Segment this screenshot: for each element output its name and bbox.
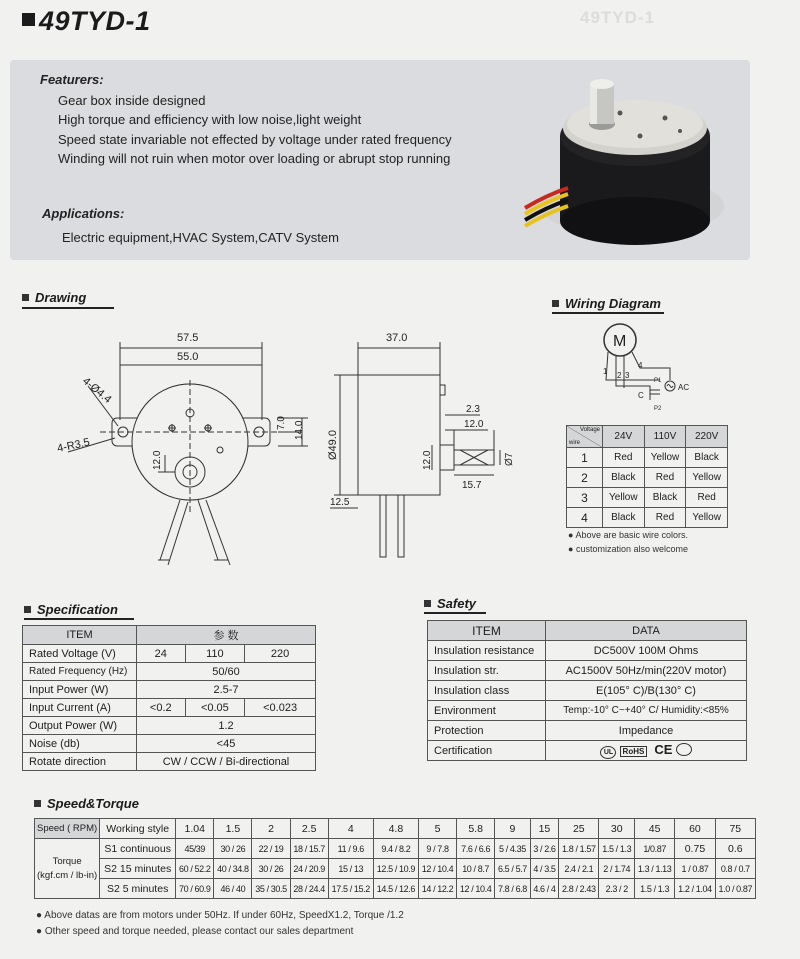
torque-value: 9.4 / 8.2: [373, 839, 418, 859]
safety-value: E(105° C)/B(130° C): [546, 681, 747, 701]
speed-value: 2.5: [290, 819, 328, 839]
dim-7-0: 7.0: [276, 416, 287, 430]
ccc-mark-icon: [676, 743, 692, 756]
torque-value: 22 / 19: [252, 839, 290, 859]
pin-label: 3: [625, 371, 630, 380]
speed-value: 60: [675, 819, 715, 839]
speed-value: 30: [599, 819, 635, 839]
spec-value: 220: [245, 645, 316, 663]
p1-label: P1: [654, 378, 662, 384]
working-style: S2 15 minutes: [100, 859, 176, 879]
torque-value: 1.8 / 1.57: [559, 839, 599, 859]
torque-value: 12 / 10.4: [457, 879, 495, 899]
applications-heading: Applications:: [42, 206, 125, 221]
dim-12-0-left: 12.0: [152, 450, 163, 470]
torque-value: 35 / 30.5: [252, 879, 290, 899]
wiring-schematic: [590, 318, 710, 418]
torque-value: 4 / 3.5: [530, 859, 558, 879]
motor-symbol-label: M: [613, 333, 627, 350]
wire-color: Red: [644, 468, 686, 488]
speed-value: 15: [530, 819, 558, 839]
dim-12-0-top: 12.0: [464, 419, 484, 430]
safety-value: AC1500V 50Hz/min(220V motor): [546, 661, 747, 681]
speed-value: 75: [715, 819, 755, 839]
wire-number: 3: [567, 488, 603, 508]
torque-value: 1.5 / 1.3: [634, 879, 674, 899]
torque-value: 46 / 40: [214, 879, 252, 899]
spec-value: <0.05: [185, 699, 245, 717]
wiring-heading: [552, 296, 661, 311]
torque-value: 1.3 / 1.13: [634, 859, 674, 879]
wire-color: Red: [686, 488, 728, 508]
bullet: [22, 294, 29, 301]
safety-label: Insulation class: [428, 681, 546, 701]
dim-12-0-right: 12.0: [422, 450, 433, 470]
torque-value: 28 / 24.4: [290, 879, 328, 899]
torque-value: 1/0.87: [634, 839, 674, 859]
capacitor-label: C: [638, 391, 644, 400]
speed-value: 1.04: [176, 819, 214, 839]
torque-value: 11 / 9.6: [328, 839, 373, 859]
spec-value: <45: [137, 735, 316, 753]
wiring-corner-cell: [567, 426, 603, 448]
p2-label: P2: [654, 406, 662, 412]
specification-heading-text: Specification: [37, 602, 118, 617]
spec-item-header: ITEM: [23, 626, 137, 645]
feature-line: High torque and efficiency with low noise,light weight: [58, 112, 362, 127]
speed-note-text: Other speed and torque needed, please contact our sales department: [44, 926, 354, 937]
wire-color: Black: [603, 468, 645, 488]
ce-mark-icon: CE: [654, 742, 673, 757]
torque-value: 5 / 4.35: [495, 839, 531, 859]
safety-label: Insulation resistance: [428, 641, 546, 661]
corner-voltage-label: Voltage: [579, 427, 600, 433]
spec-value: <0.023: [245, 699, 316, 717]
torque-value: 2.3 / 2: [599, 879, 635, 899]
torque-value: 7.8 / 6.8: [495, 879, 531, 899]
speed-value: 1.5: [214, 819, 252, 839]
torque-value: 0.75: [675, 839, 715, 859]
torque-value: 70 / 60.9: [176, 879, 214, 899]
motor-photo: [520, 66, 745, 256]
safety-table: [427, 620, 747, 761]
safety-label: Certification: [428, 741, 546, 761]
wiring-note-text: customization also welcome: [575, 544, 688, 554]
drawing-heading-text: Drawing: [35, 290, 87, 305]
page-title: [22, 6, 151, 37]
torque-unit: (kgf.cm / lb-in): [37, 869, 98, 881]
speed-value: 5.8: [457, 819, 495, 839]
wire-number: 1: [567, 448, 603, 468]
pin-label: 2: [617, 371, 622, 380]
bullet: [424, 600, 431, 607]
wiring-note-text: Above are basic wire colors.: [575, 530, 689, 540]
torque-value: 40 / 34.8: [214, 859, 252, 879]
specification-table: [22, 625, 316, 771]
voltage-header: 220V: [686, 426, 728, 448]
wire-number: 2: [567, 468, 603, 488]
spec-label: Noise (db): [23, 735, 137, 753]
torque-value: 14 / 12.2: [418, 879, 456, 899]
torque-value: 6.5 / 5.7: [495, 859, 531, 879]
torque-value: 1.5 / 1.3: [599, 839, 635, 859]
working-style-header: Working style: [100, 819, 176, 839]
dim-4-radius: 4-R3.5: [56, 436, 91, 455]
torque-value: 1.2 / 1.04: [675, 879, 715, 899]
wire-color: Yellow: [686, 508, 728, 528]
torque-value: 4.6 / 4: [530, 879, 558, 899]
ac-label: AC: [678, 383, 690, 392]
torque-value: 14.5 / 12.6: [373, 879, 418, 899]
dim-57-5: 57.5: [177, 332, 199, 344]
speed-note-text: Above datas are from motors under 50Hz. If under 60Hz, SpeedX1.2, Torque /1.2: [44, 910, 404, 921]
working-style: S1 continuous: [100, 839, 176, 859]
speed-value: 9: [495, 819, 531, 839]
safety-label: Protection: [428, 721, 546, 741]
dim-14-0: 14.0: [294, 420, 305, 440]
torque-value: 45/39: [176, 839, 214, 859]
safety-underline: [424, 612, 486, 614]
voltage-header: 24V: [603, 426, 645, 448]
safety-heading: [424, 596, 476, 611]
feature-line: Gear box inside designed: [58, 93, 206, 108]
specification-underline: [24, 618, 134, 620]
speed-value: 4: [328, 819, 373, 839]
safety-value: DC500V 100M Ohms: [546, 641, 747, 661]
wire-color: Black: [686, 448, 728, 468]
torque-value: 2.8 / 2.43: [559, 879, 599, 899]
speed-value: 45: [634, 819, 674, 839]
dim-2-3: 2.3: [466, 404, 480, 415]
drawing-heading: [22, 290, 86, 305]
title-text: 49TYD-1: [39, 6, 151, 36]
spec-value: <0.2: [137, 699, 186, 717]
speed-value: 4.8: [373, 819, 418, 839]
technical-drawing: [40, 320, 540, 580]
spec-label: Rated Voltage (V): [23, 645, 137, 663]
torque-value: 2.4 / 2.1: [559, 859, 599, 879]
voltage-header: 110V: [644, 426, 686, 448]
dim-37-0: 37.0: [386, 332, 408, 344]
bullet: [34, 800, 41, 807]
torque-value: 0.8 / 0.7: [715, 859, 755, 879]
wire-color: Red: [644, 508, 686, 528]
torque-value: 12 / 10.4: [418, 859, 456, 879]
torque-value: 30 / 26: [252, 859, 290, 879]
spec-label: Input Power (W): [23, 681, 137, 699]
wiring-color-table: [566, 425, 728, 528]
specification-heading: [24, 602, 118, 617]
bullet: [24, 606, 31, 613]
wiring-underline: [552, 312, 664, 314]
title-bullet: [22, 13, 35, 26]
speed-value: 25: [559, 819, 599, 839]
torque-value: 2 / 1.74: [599, 859, 635, 879]
torque-value: 12.5 / 10.9: [373, 859, 418, 879]
speed-value: 5: [418, 819, 456, 839]
safety-data-header: DATA: [546, 621, 747, 641]
speed-value: 2: [252, 819, 290, 839]
wire-color: Yellow: [603, 488, 645, 508]
spec-value: CW / CCW / Bi-directional: [137, 753, 316, 771]
speed-torque-table: [34, 818, 756, 899]
torque-header: [35, 839, 100, 899]
dim-diameter-7: Ø7: [504, 452, 515, 466]
torque-value: 9 / 7.8: [418, 839, 456, 859]
spec-value: 24: [137, 645, 186, 663]
torque-value: 1 / 0.87: [675, 859, 715, 879]
wiring-note: ● customization also welcome: [568, 544, 688, 554]
spec-value: 110: [185, 645, 245, 663]
wire-color: Yellow: [644, 448, 686, 468]
spec-label: Input Current (A): [23, 699, 137, 717]
spec-value: 1.2: [137, 717, 316, 735]
drawing-underline: [22, 307, 114, 309]
safety-label: Environment: [428, 701, 546, 721]
rohs-mark-icon: RoHS: [620, 746, 648, 757]
speed-note: ● Above datas are from motors under 50Hz. If under 60Hz, SpeedX1.2, Torque /1.2: [36, 910, 404, 921]
torque-value: 10 / 8.7: [457, 859, 495, 879]
ghost-watermark-text: 49TYD-1: [580, 8, 656, 27]
safety-value: Temp:-10° C~+40° C/ Humidity:<85%: [546, 701, 747, 721]
torque-value: 24 / 20.9: [290, 859, 328, 879]
wire-number: 4: [567, 508, 603, 528]
safety-heading-text: Safety: [437, 596, 477, 611]
wire-color: Yellow: [686, 468, 728, 488]
safety-value: Impedance: [546, 721, 747, 741]
torque-value: 15 / 13: [328, 859, 373, 879]
wiring-heading-text: Wiring Diagram: [565, 296, 661, 311]
dim-55-0: 55.0: [177, 351, 199, 363]
certification-marks: [546, 741, 747, 761]
speed-torque-heading-text: Speed&Torque: [47, 796, 139, 811]
dim-diameter-49: Ø49.0: [327, 430, 339, 460]
speed-note: ● Other speed and torque needed, please contact our sales department: [36, 926, 354, 937]
safety-item-header: ITEM: [428, 621, 546, 641]
torque-value: 7.6 / 6.6: [457, 839, 495, 859]
spec-value: 2.5-7: [137, 681, 316, 699]
speed-torque-heading: [34, 796, 139, 811]
pin-label: 1: [603, 367, 608, 376]
spec-label: Rated Frequency (Hz): [23, 663, 137, 681]
applications-text: Electric equipment,HVAC System,CATV System: [62, 230, 339, 245]
feature-line: Speed state invariable not effected by voltage under rated frequency: [58, 132, 452, 147]
torque-value: 3 / 2.6: [530, 839, 558, 859]
features-heading: Featurers:: [40, 72, 104, 87]
torque-value: 18 / 15.7: [290, 839, 328, 859]
torque-label: Torque: [52, 855, 82, 867]
torque-value: 17.5 / 15.2: [328, 879, 373, 899]
torque-value: 0.6: [715, 839, 755, 859]
dim-4-hole: 4-Ø4.4: [80, 375, 114, 406]
wire-color: Black: [644, 488, 686, 508]
corner-wire-label: wire: [569, 440, 581, 446]
wire-color: Red: [603, 448, 645, 468]
spec-value: 50/60: [137, 663, 316, 681]
spec-label: Output Power (W): [23, 717, 137, 735]
bullet: [552, 300, 559, 307]
speed-header: Speed ( RPM): [35, 819, 100, 839]
feature-line: Winding will not ruin when motor over loading or abrupt stop running: [58, 151, 451, 166]
working-style: S2 5 minutes: [100, 879, 176, 899]
torque-value: 60 / 52.2: [176, 859, 214, 879]
wiring-note: ● Above are basic wire colors.: [568, 530, 689, 540]
dim-15-7: 15.7: [462, 480, 482, 491]
spec-param-header: 参 数: [137, 626, 316, 645]
side-view-body: [358, 375, 440, 495]
spec-label: Rotate direction: [23, 753, 137, 771]
safety-label: Insulation str.: [428, 661, 546, 681]
pin-label: 4: [638, 361, 643, 370]
torque-value: 30 / 26: [214, 839, 252, 859]
dim-12-5: 12.5: [330, 497, 350, 508]
wire-color: Black: [603, 508, 645, 528]
torque-value: 1.0 / 0.87: [715, 879, 755, 899]
ul-mark-icon: UL: [600, 746, 616, 759]
